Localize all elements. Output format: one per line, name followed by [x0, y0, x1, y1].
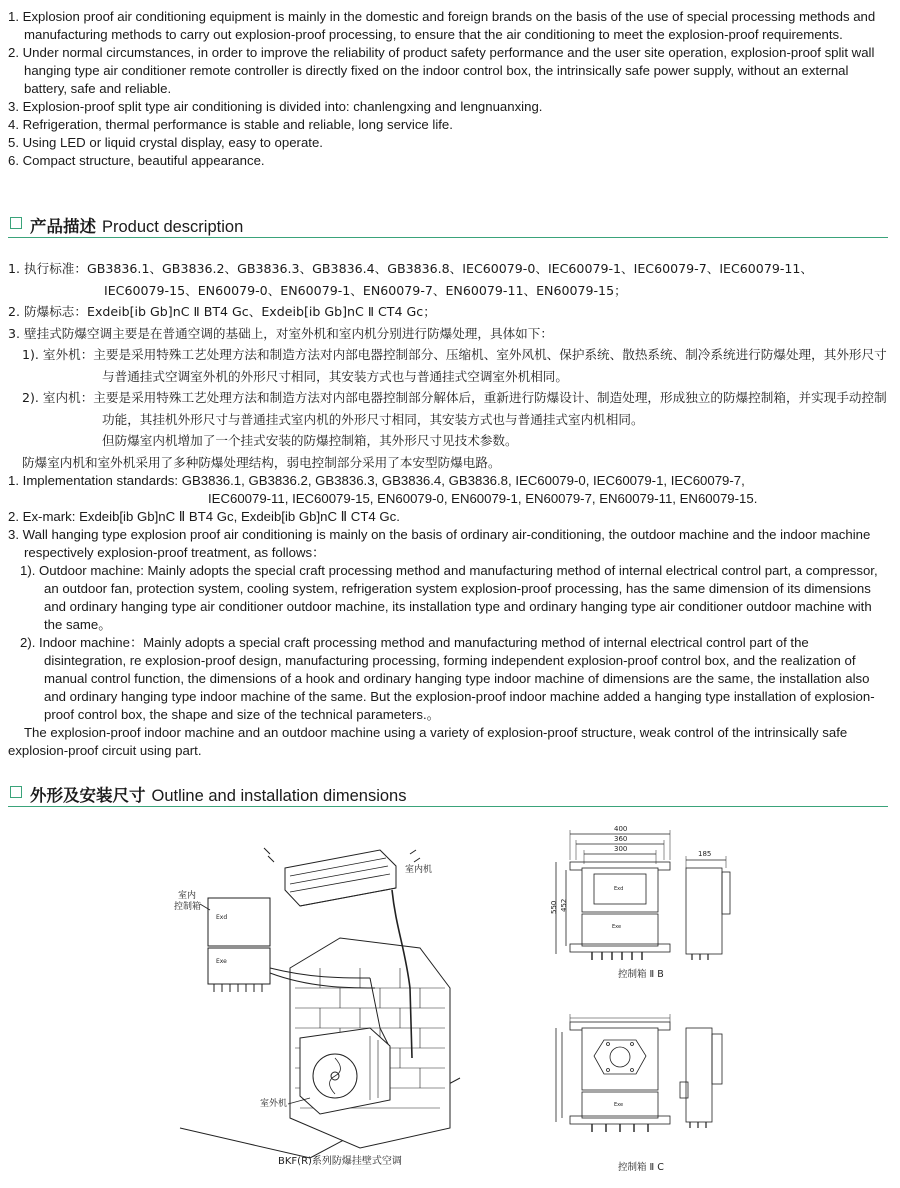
- en-standards-line: 1. Implementation standards: GB3836.1, GB3836.2, GB3836.3, GB3836.4, GB3836.8, IEC60079-0, IEC60079-1, IEC60079-7,: [8, 473, 745, 488]
- caption-control-box-iib: 控制箱 Ⅱ B: [618, 969, 664, 980]
- cn-indoor-note: 但防爆室内机增加了一个挂式安装的防爆控制箱，其外形尺寸见技术参数。: [102, 433, 518, 448]
- feature-item: 2. Under normal circumstances, in order to improve the reliability of product safety performance and the user site operation, explosion-proof split wall hanging type air conditioner remote controller is directly fixed on the indoor control box, the intrinsically safe power supply, without an external battery, safe and reliable.: [8, 45, 875, 96]
- feature-list: [8, 8, 890, 170]
- section-divider: [8, 237, 888, 238]
- cn-intro-line: 3. 壁挂式防爆空调主要是在普通空调的基础上，对室外机和室内机分别进行防爆处理，具体如下：: [8, 325, 553, 341]
- section-divider: [8, 806, 888, 807]
- box-c-label-bottom: Exe: [614, 1102, 624, 1108]
- box-b-label-top: Exd: [614, 886, 624, 892]
- section-title-cn: 产品描述: [30, 217, 96, 236]
- dim-550: 550: [550, 900, 558, 914]
- outdoor-ac-unit-icon: [300, 1028, 390, 1114]
- cn-indoor-item: 2). 室内机：主要是采用特殊工艺处理方法和制造方法对内部电器控制部分解体后，重新进行防爆设计、制造处理，形成独立的防爆控制箱，并实现手动控制功能，其挂机外形尺寸与普通挂式室内机的外形尺寸相同，其安装方式也与普通挂式室内机相同。: [22, 390, 887, 427]
- dim-185: 185: [698, 850, 712, 858]
- cn-summary: 防爆室内机和室外机采用了多种防爆处理结构，弱电控制部分采用了本安型防爆电路。: [22, 454, 501, 470]
- english-description: [8, 472, 890, 760]
- indoor-control-box-icon: [208, 898, 270, 992]
- en-outdoor-item: 1). Outdoor machine: Mainly adopts the special craft processing method and manufacturing method of internal electrical control part, a compressor, an outdoor fan, protection system, cooling system, refrigeration system explosion-proof processing, has the same dimension of its dimensions and ordinary hanging type air conditioner outdoor machine, its installation type and ordinary hanging type air conditioner outdoor machine with the same。: [20, 563, 878, 632]
- section-header-product-description: [8, 213, 888, 237]
- indoor-ac-unit-icon: [285, 850, 396, 906]
- installation-illustration: [160, 828, 480, 1168]
- feature-item: 1. Explosion proof air conditioning equipment is mainly in the domestic and foreign brands on the basis of the use of special processing methods and manufacturing methods to carry out explosion-proof processing, to ensure that the air conditioning to meet the explosion-proof requirements.: [8, 9, 876, 42]
- section-header-outline-dimensions: [8, 782, 888, 806]
- chinese-description: [8, 258, 890, 473]
- control-box-iic-drawing: [548, 1000, 758, 1180]
- en-intro-line: 3. Wall hanging type explosion proof air conditioning is mainly on the basis of ordinary air-conditioning, the outdoor machine and the indoor machine respectively explosion-proof treatment, as follows：: [8, 527, 871, 560]
- label-indoor-box-line2: 控制箱: [174, 902, 202, 912]
- en-indoor-item: 2). Indoor machine：Mainly adopts a special craft processing method and manufacturing method of internal electrical control part of the disintegration, re explosion-proof design, manufacturing processing, forming independent explosion-proof control box, and the realization of manual control function, the dimensions of a hook and ordinary hanging type indoor machine of dimensions are the same, the installation also and ordinary hanging type indoor machine of the same. But the explosion-proof indoor machine added a hanging type installation of explosion-proof control box, the shape and size of the technical parameters.。: [20, 635, 875, 722]
- en-exmark-line: 2. Ex-mark: Exdeib[ib Gb]nC Ⅱ BT4 Gc, Exdeib[ib Gb]nC Ⅱ CT4 Gc.: [8, 509, 400, 524]
- checkbox-square-icon: [10, 217, 22, 229]
- box-b-label-bottom: Exe: [612, 924, 622, 930]
- label-outdoor-unit: 室外机: [260, 1099, 288, 1109]
- en-summary: The explosion-proof indoor machine and an outdoor machine using a variety of explosion-proof structure, weak control of the intrinsically safe explosion-proof circuit using part.: [8, 725, 848, 758]
- box-label-exd: Exd: [216, 914, 228, 921]
- dim-300: 300: [614, 845, 628, 853]
- cn-standards-line-cont: IEC60079-15、EN60079-0、EN60079-1、EN60079-7、EN60079-11、EN60079-15；: [104, 282, 627, 298]
- box-label-exe: Exe: [216, 958, 227, 965]
- main-figure-caption: BKF(R)系列防爆挂壁式空调: [278, 1156, 402, 1167]
- cn-exmark-line: 2. 防爆标志：Exdeib[ib Gb]nC Ⅱ BT4 Gc、Exdeib[ib Gb]nC Ⅱ CT4 Gc；: [8, 304, 436, 319]
- label-indoor-unit: 室内机: [405, 865, 433, 875]
- cn-standards-line: 1. 执行标准：GB3836.1、GB3836.2、GB3836.3、GB3836.4、GB3836.8、IEC60079-0、IEC60079-1、IEC60079-7、IEC60079-11、: [8, 261, 814, 276]
- checkbox-square-icon: [10, 786, 22, 798]
- section-title-cn: 外形及安装尺寸: [30, 786, 146, 805]
- section-title-en: Product description: [102, 218, 244, 236]
- caption-control-box-iic: 控制箱 Ⅱ C: [618, 1162, 664, 1173]
- dim-360: 360: [614, 835, 628, 843]
- feature-item: 6. Compact structure, beautiful appearance.: [8, 153, 265, 168]
- feature-item: 5. Using LED or liquid crystal display, easy to operate.: [8, 135, 323, 150]
- cn-outdoor-item: 1). 室外机：主要是采用特殊工艺处理方法和制造方法对内部电器控制部分、压缩机、室外风机、保护系统、散热系统、制冷系统进行防爆处理，其外形尺寸与普通挂式空调室外机的外形尺寸相同，其安装方式也与普通挂式空调室外机相同。: [22, 347, 887, 384]
- label-indoor-box-line1: 室内: [178, 891, 197, 901]
- dim-400: 400: [614, 825, 628, 833]
- feature-item: 3. Explosion-proof split type air conditioning is divided into: chanlengxing and lengnuanxing.: [8, 99, 543, 114]
- dim-452: 452: [560, 898, 568, 912]
- control-box-iib-drawing: [548, 820, 758, 985]
- section-title-en: Outline and installation dimensions: [151, 787, 407, 805]
- en-standards-line-cont: IEC60079-11, IEC60079-15, EN60079-0, EN60079-1, EN60079-7, EN60079-11, EN60079-15.: [208, 491, 758, 506]
- feature-item: 4. Refrigeration, thermal performance is stable and reliable, long service life.: [8, 117, 453, 132]
